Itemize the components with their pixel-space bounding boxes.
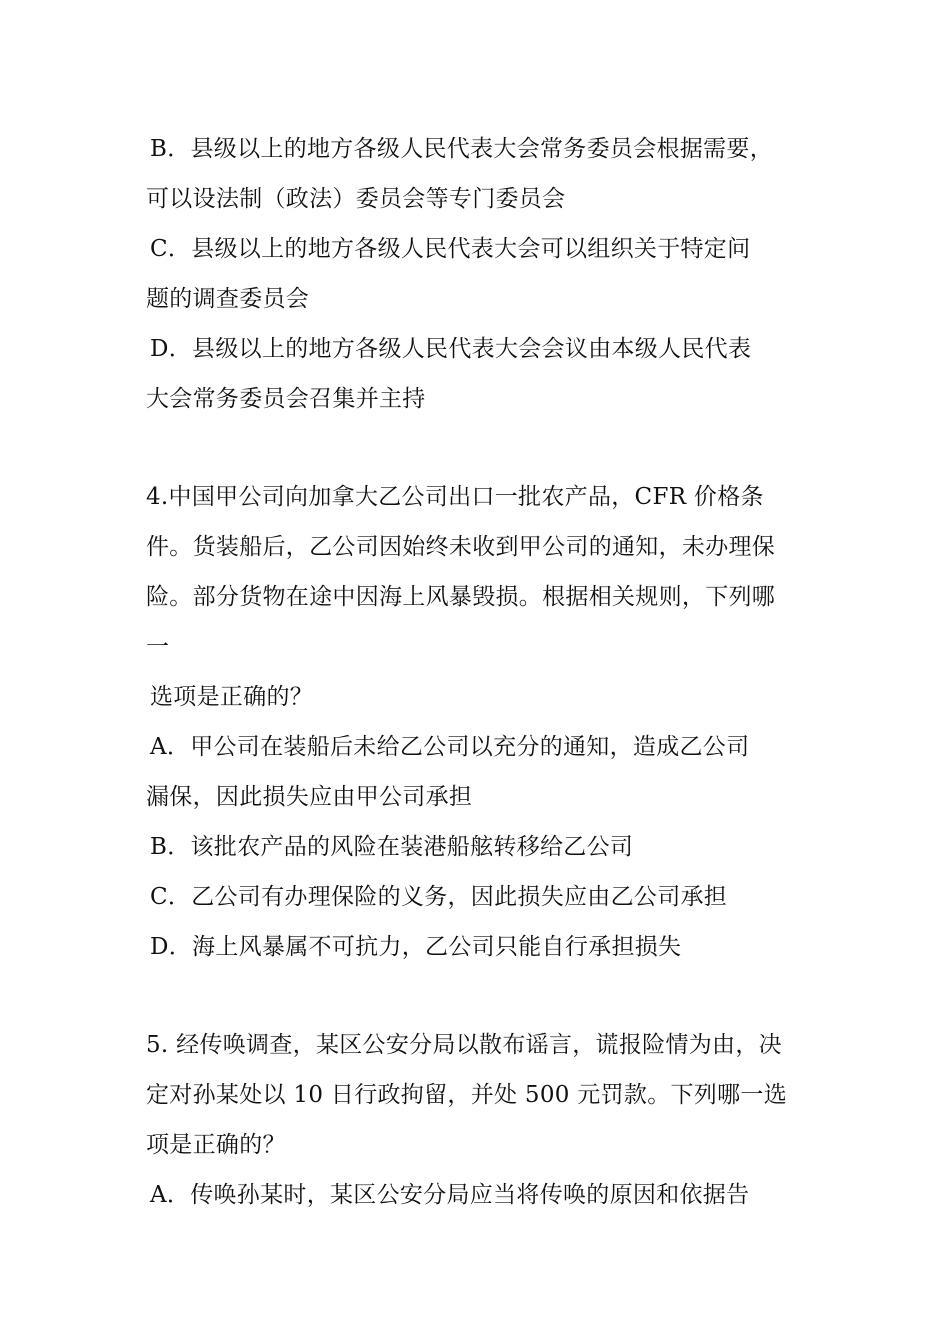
- q4-option-a-line2: 漏保，因此损失应由甲公司承担: [146, 784, 473, 810]
- q4-option-d-line1: D．海上风暴属不可抗力，乙公司只能自行承担损失: [150, 934, 682, 960]
- q3-option-c-line2: 题的调查委员会: [146, 286, 310, 312]
- q4-stem-line5: 选项是正确的？: [150, 684, 314, 710]
- q4-option-b-line1: B．该批农产品的风险在装港船舷转移给乙公司: [150, 834, 634, 860]
- q4-stem-line2: 件。货装船后，乙公司因始终未收到甲公司的通知，未办理保: [146, 534, 776, 560]
- q3-option-b-line2: 可以设法制（政法）委员会等专门委员会: [146, 186, 566, 212]
- q3-option-d-line2: 大会常务委员会召集并主持: [146, 386, 426, 412]
- q4-stem-line1: 4.中国甲公司向加拿大乙公司出口一批农产品，CFR 价格条: [146, 484, 764, 510]
- q4-option-c-line1: C．乙公司有办理保险的义务，因此损失应由乙公司承担: [150, 884, 728, 910]
- q4-stem-line3: 险。部分货物在途中因海上风暴毁损。根据相关规则，下列哪: [146, 584, 776, 610]
- q3-option-d-line1: D．县级以上的地方各级人民代表大会会议由本级人民代表: [150, 336, 752, 362]
- q5-stem-line1: 5. 经传唤调查，某区公安分局以散布谣言，谎报险情为由，决: [146, 1032, 782, 1058]
- q5-stem-line2: 定对孙某处以 10 日行政拘留，并处 500 元罚款。下列哪一选: [146, 1082, 788, 1108]
- q3-option-c-line1: C．县级以上的地方各级人民代表大会可以组织关于特定问: [150, 236, 751, 262]
- q4-stem-line4: 一: [146, 634, 170, 660]
- q5-option-a-line1: A．传唤孙某时，某区公安分局应当将传唤的原因和依据告: [150, 1182, 750, 1208]
- q5-stem-line3: 项是正确的？: [146, 1132, 286, 1158]
- q4-option-a-line1: A．甲公司在装船后未给乙公司以充分的通知，造成乙公司: [150, 734, 750, 760]
- q3-option-b-line1: B．县级以上的地方各级人民代表大会常务委员会根据需要，: [150, 136, 774, 162]
